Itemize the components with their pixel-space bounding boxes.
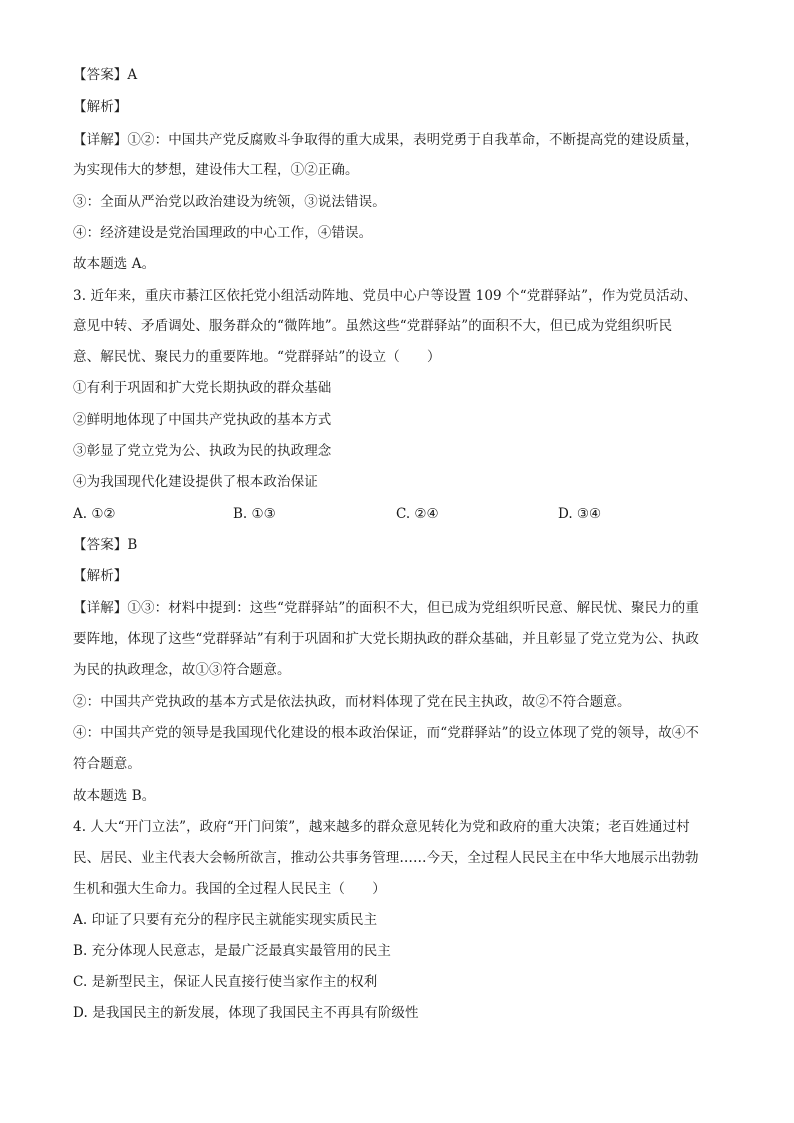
q2-conclusion: 故本题选 A。 (73, 256, 156, 272)
q3-stem-line-1: 3. 近年来，重庆市綦江区依托党小组活动阵地、党员中心户等设置 109 个“党群驿站”，作为党员活动、 (73, 288, 697, 304)
q4-stem-line-2: 民、居民、业主代表大会畅所欲言，推动公共事务管理……今天，全过程人民民主在中华大地展示出勃勃 (73, 850, 699, 866)
q3-detail-line-2: 要阵地，体现了这些“党群驿站”有利于巩固和扩大党长期执政的群众基础，并且彰显了党立党为公、执政 (73, 631, 700, 647)
q3-analysis-heading: 【解析】 (73, 568, 128, 584)
q3-answer: 【答案】B (73, 537, 138, 553)
q3-statement-1: ①有利于巩固和扩大党长期执政的群众基础 (73, 380, 332, 396)
q4-option-b: B. 充分体现人民意志，是最广泛最真实最管用的民主 (73, 943, 392, 959)
q3-detail-line-4: ②：中国共产党执政的基本方式是依法执政，而材料体现了党在民主执政，故②不符合题意。 (73, 694, 631, 710)
q2-answer: 【答案】A (73, 67, 138, 83)
q3-detail-line-5: ④：中国共产党的领导是我国现代化建设的根本政治保证，而“党群驿站”的设立体现了党的领导，故④不 (73, 725, 700, 741)
q4-stem-line-1: 4. 人大“开门立法”，政府“开门问策”，越来越多的群众意见转化为党和政府的重大决策；老百姓通过村 (73, 819, 690, 835)
q3-detail-line-1: 【详解】①③：材料中提到：这些“党群驿站”的面积不大，但已成为党组织听民意、解民忧、聚民力的重 (73, 600, 700, 616)
q3-detail-line-3: 为民的执政理念，故①③符合题意。 (73, 662, 291, 678)
q2-detail-line-4: ④：经济建设是党治国理政的中心工作，④错误。 (73, 225, 373, 241)
q4-option-c: C. 是新型民主，保证人民直接行使当家作主的权利 (73, 974, 378, 990)
q3-option-c: C. ②④ (396, 506, 439, 522)
q2-analysis-heading: 【解析】 (73, 99, 128, 115)
q4-stem-line-3: 生机和强大生命力。我国的全过程人民民主（ ） (73, 881, 386, 897)
q3-option-b: B. ①③ (233, 506, 276, 522)
q3-stem-line-2: 意见中转、矛盾调处、服务群众的“微阵地”。虽然这些“党群驿站”的面积不大，但已成为党组织听民 (73, 318, 673, 334)
q3-detail-line-6: 符合题意。 (73, 756, 141, 772)
q4-option-a: A. 印证了只要有充分的程序民主就能实现实质民主 (73, 912, 378, 928)
q3-statement-3: ③彰显了党立党为公、执政为民的执政理念 (73, 443, 332, 459)
q4-option-d: D. 是我国民主的新发展，体现了我国民主不再具有阶级性 (73, 1005, 419, 1021)
q3-statement-4: ④为我国现代化建设提供了根本政治保证 (73, 474, 318, 490)
q2-detail-line-2: 为实现伟大的梦想，建设伟大工程，①②正确。 (73, 162, 359, 178)
q3-option-d: D. ③④ (558, 506, 602, 522)
q2-detail-line-1: 【详解】①②：中国共产党反腐败斗争取得的重大成果，表明党勇于自我革命，不断提高党的建设质量， (73, 132, 699, 148)
q2-detail-line-3: ③：全面从严治党以政治建设为统领，③说法错误。 (73, 194, 386, 210)
q3-conclusion: 故本题选 B。 (73, 788, 156, 804)
q3-stem-line-3: 意、解民忧、聚民力的重要阵地。“党群驿站”的设立（ ） (73, 349, 441, 365)
q3-option-a: A. ①② (73, 506, 116, 522)
q3-statement-2: ②鲜明地体现了中国共产党执政的基本方式 (73, 412, 332, 428)
